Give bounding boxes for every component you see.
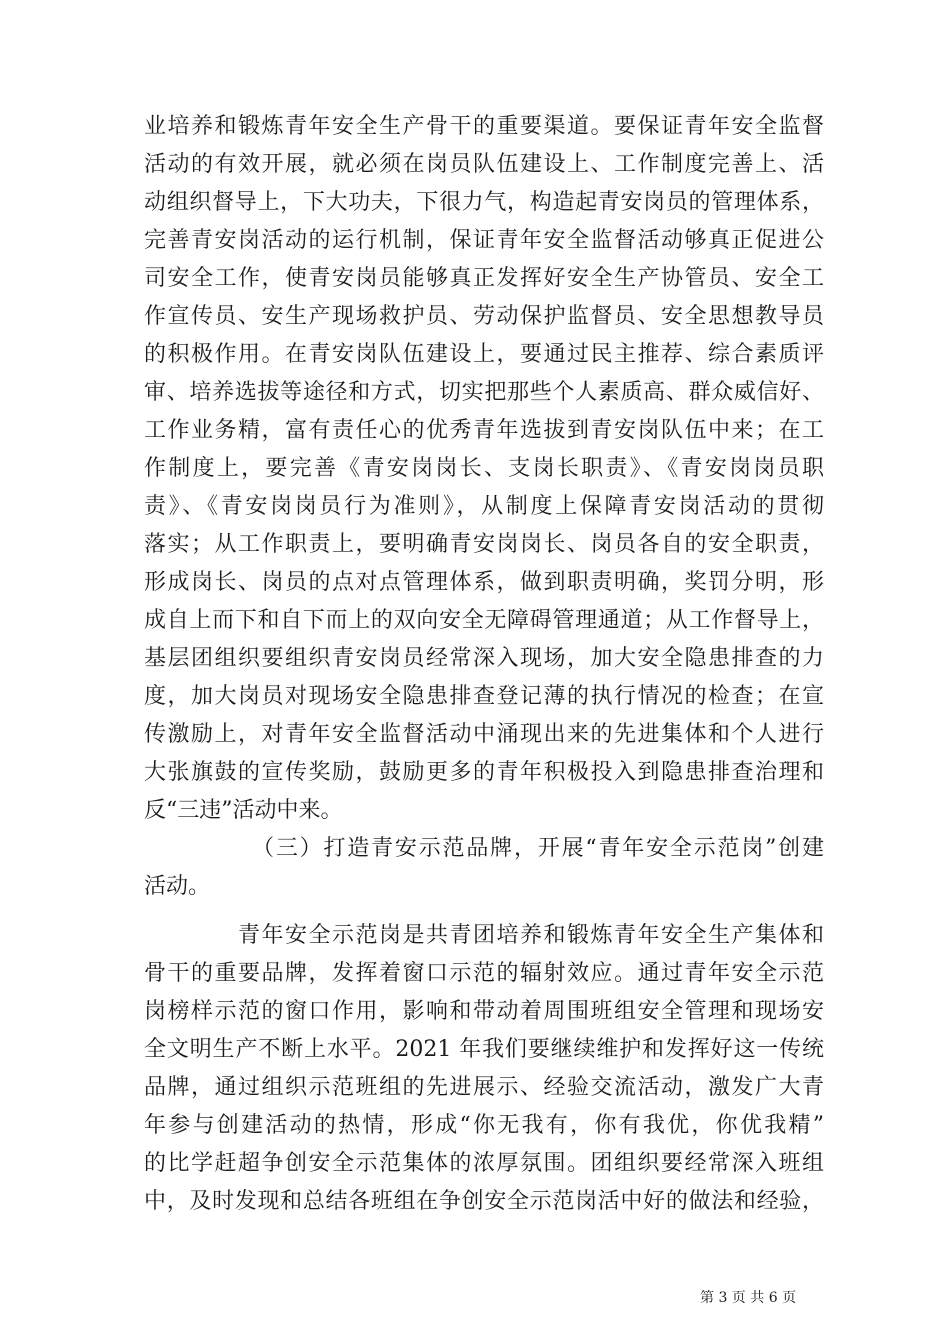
text-line: 活动的有效开展，就必须在岗员队伍建设上、工作制度完善上、活 [144,152,824,177]
paragraph-1 [144,108,824,830]
text-line: 落实；从工作职责上，要明确青安岗岗长、岗员各自的安全职责， [144,532,824,557]
heading-line: 活动。 [144,874,211,899]
text-line: 中，及时发现和总结各班组在争创安全示范岗活中好的做法和经验， [144,1189,824,1214]
text-line: 形成岗长、岗员的点对点管理体系，做到职责明确，奖罚分明，形 [144,570,824,595]
text-line: 工作业务精，富有责任心的优秀青年选拔到青安岗队伍中来；在工 [144,418,824,443]
text-line: 反“三违”活动中来。 [144,798,343,823]
text-line: 的积极作用。在青安岗队伍建设上，要通过民主推荐、综合素质评 [144,342,824,367]
text-line: 完善青安岗活动的运行机制，保证青年安全监督活动够真正促进公 [144,228,824,253]
text-line: 责》、《青安岗岗员行为准则》，从制度上保障青安岗活动的贯彻 [144,494,824,519]
page-number: 第 3 页 共 6 页 [700,1290,797,1306]
text-line: 的比学赶超争创安全示范集体的浓厚氛围。团组织要经常深入班组 [144,1151,824,1176]
text-line: 审、培养选拔等途径和方式，切实把那些个人素质高、群众威信好、 [144,380,824,405]
heading-line: （三）打造青安示范品牌，开展“青年安全示范岗”创建 [144,836,824,861]
text-line: 作制度上，要完善《青安岗岗长、支岗长职责》、《青安岗岗员职 [144,456,824,481]
text-line: 度，加大岗员对现场安全隐患排查登记薄的执行情况的检查；在宣 [144,684,824,709]
text-line: 动组织督导上，下大功夫，下很力气，构造起青安岗员的管理体系， [144,190,824,215]
text-line: 全文明生产不断上水平。2021 年我们要继续维护和发挥好这一传统 [144,1037,824,1062]
paragraph-spacer [144,906,824,917]
text-line: 大张旗鼓的宣传奖励，鼓励更多的青年积极投入到隐患排查治理和 [144,760,824,785]
text-line: 业培养和锻炼青年安全生产骨干的重要渠道。要保证青年安全监督 [144,114,824,139]
section-heading [144,830,824,906]
text-line: 岗榜样示范的窗口作用，影响和带动着周围班组安全管理和现场安 [144,999,824,1024]
text-line: 骨干的重要品牌，发挥着窗口示范的辐射效应。通过青年安全示范 [144,961,824,986]
text-line: 司安全工作，使青安岗员能够真正发挥好安全生产协管员、安全工 [144,266,824,291]
text-line: 作宣传员、安生产现场救护员、劳动保护监督员、安全思想教导员 [144,304,824,329]
text-line: 品牌，通过组织示范班组的先进展示、经验交流活动，激发广大青 [144,1075,824,1100]
paragraph-2 [144,917,824,1221]
text-line: 基层团组织要组织青安岗员经常深入现场，加大安全隐患排查的力 [144,646,824,671]
text-line: 传激励上，对青年安全监督活动中涌现出来的先进集体和个人进行 [144,722,824,747]
text-line: 青年安全示范岗是共青团培养和锻炼青年安全生产集体和 [144,923,824,948]
document-body [144,108,824,1221]
text-line: 成自上而下和自下而上的双向安全无障碍管理通道；从工作督导上， [144,608,824,633]
text-line: 年参与创建活动的热情，形成“你无我有，你有我优，你优我精” [144,1113,824,1138]
